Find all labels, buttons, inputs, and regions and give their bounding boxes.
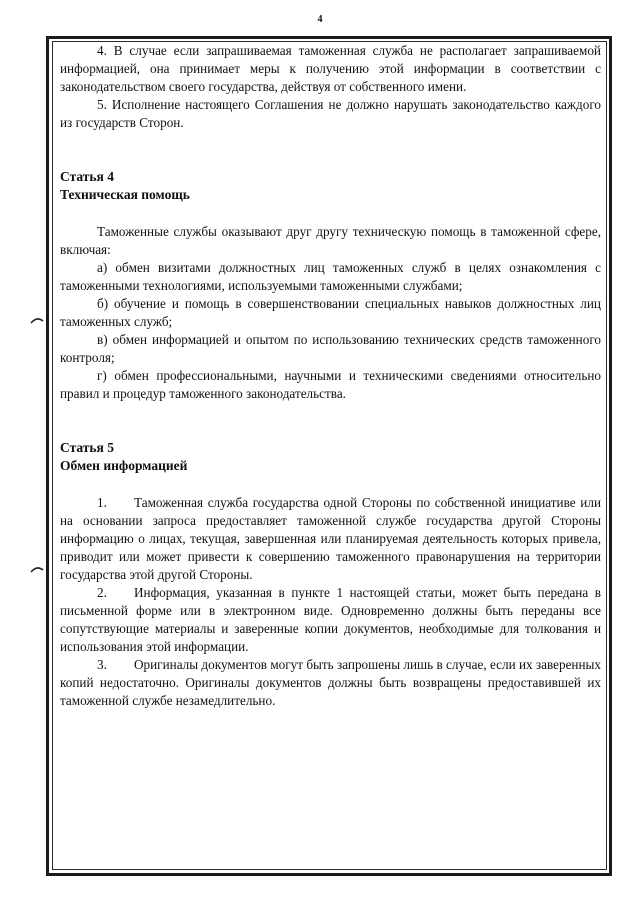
paragraph-number: 2.	[97, 585, 107, 600]
paragraph: Таможенные службы оказывают друг другу техническую помощь в таможенной сфере, включая:	[60, 224, 601, 257]
numbered-paragraph	[60, 656, 601, 710]
article-title: Статья 5	[60, 440, 114, 455]
margin-bracket-mark	[30, 565, 44, 573]
numbered-paragraph	[60, 494, 601, 584]
article-subtitle: Техническая помощь	[60, 187, 190, 202]
article-title: Статья 4	[60, 169, 114, 184]
paragraph-text: Таможенная служба государства одной Стороны по собственной инициативе или на основании запроса предоставляет таможенной службе государства другой Стороны информацию о лицах, текущая, завершенная или планируемая деятельность которых привела, приводит или может привести к совершению таможенного правонарушения на территории государства этой другой Стороны.	[60, 495, 601, 582]
list-item: г) обмен профессиональными, научными и техническими сведениями относительно правил и процедур таможенного законодательства.	[60, 368, 601, 401]
numbered-paragraph	[60, 584, 601, 656]
article-subtitle: Обмен информацией	[60, 458, 188, 473]
document-body	[60, 42, 601, 710]
page-number: 4	[317, 14, 323, 25]
paragraph: 5. Исполнение настоящего Соглашения не должно нарушать законодательство каждого из государств Сторон.	[60, 97, 601, 130]
paragraph-text: Оригиналы документов могут быть запрошены лишь в случае, если их заверенных копий недостаточно. Оригиналы документов должны быть возвращены предоставившей их таможенной службе незамедлительно.	[60, 657, 601, 708]
list-item: в) обмен информацией и опытом по использованию технических средств таможенного контроля;	[60, 332, 601, 365]
paragraph: 4. В случае если запрашиваемая таможенная служба не располагает запрашиваемой информацией, она принимает меры к получению этой информации в соответствии с законодательством своего государства, действуя от собственного имени.	[60, 43, 601, 94]
list-item: б) обучение и помощь в совершенствовании специальных навыков должностных лиц таможенных служб;	[60, 296, 601, 329]
margin-bracket-mark	[30, 316, 44, 324]
paragraph-number: 3.	[97, 657, 107, 672]
list-item: а) обмен визитами должностных лиц таможенных служб в целях ознакомления с таможенными технологиями, используемыми таможенными службами;	[60, 260, 601, 293]
paragraph-text: Информация, указанная в пункте 1 настоящей статьи, может быть передана в письменной форме или в электронном виде. Одновременно должны быть переданы все сопутствующие материалы и заверенные копии документов, необходимые для толкования и использования этой информации.	[60, 585, 601, 654]
paragraph-number: 1.	[97, 495, 107, 510]
